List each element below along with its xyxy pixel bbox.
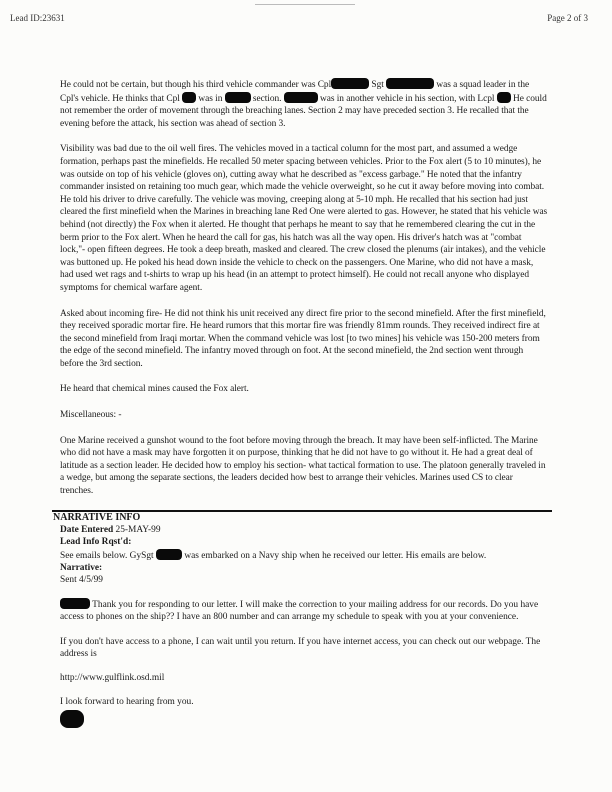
paragraph-visibility: Visibility was bad due to the oil well fires. The vehicles moved in a tactical column for the most part, and assumed a wedge formation, perhaps past the minefields. He recalled 50 meter spacing between vehicles. Prior to the Fox alert (5 to 10 minutes), he was outside on top of his vehicle (gloves on), cutting away what he described as "excess garbage." He noted that the infantry commander insisted on retaining too much gear, which made the vehicle overweight, so he cut it away before moving into combat. He told his driver to drive carefully. The vehicle was moving, creeping along at 5-10 mph. He recalled that his section had just cleared the first minefield when the Marines in breaching lane Red One were alerted to gas. However, he stated that his vehicle was behind (not directly) the Fox when it alerted. He thought that perhaps he meant to say that he remembered clearing the cut in the berm prior to the Fox alert. When he heard the call for gas, his hatch was all the way open. His driver's hatch was at "combat lock,"- open fifteen degrees. He took a deep breath, masked and cleared. The crew closed the plenums (air intakes), and the vehicle was buttoned up. He poked his head down inside the vehicle to check on the passengers. One Marine, who did not have a mask, had used wet rags and t-shirts to wrap up his head (in an attempt to protect himself). He could not recall anyone who displayed symptoms for chemical warfare agent.	[60, 144, 548, 293]
lead-id: Lead ID:23631	[10, 13, 65, 23]
email-paragraph-3: I look forward to hearing from you.	[60, 697, 194, 708]
sent-date: Sent 4/5/99	[60, 575, 103, 586]
webpage-url[interactable]: http://www.gulflink.osd.mil	[60, 673, 165, 684]
p1-text-3: was a squad leader in the Cpl's vehicle. He thinks that Cpl	[60, 80, 530, 104]
p1-text-6: was in another vehicle in his section, with Lcpl	[317, 93, 497, 104]
lead-info-text	[60, 549, 548, 562]
paragraph-gunshot: One Marine received a gunshot wound to the foot before moving through the breach. It may have been self-inflicted. The Marine who did not have a mask may have forgotten it on purpose, thinking that he did not have to go without it. He had a great deal of latitude as a section leader. He decided how to employ his section- what tactical formation to use. The platoon generally traveled in a wedge, but among the separate sections, the leaders decided how best to arrange their vehicles. Marines used CS to clear trenches.	[60, 435, 546, 497]
interview-body	[60, 78, 548, 511]
lead-info-text-2: was embarked on a Navy ship when he received our letter. His emails are below.	[182, 550, 487, 561]
top-scan-line	[255, 4, 355, 5]
paragraph-units	[60, 78, 548, 130]
redaction	[284, 92, 318, 103]
signature-redaction	[60, 710, 84, 728]
redaction	[225, 92, 251, 103]
paragraph-miscellaneous: Miscellaneous: -	[60, 410, 122, 421]
redaction	[331, 78, 369, 89]
p1-text-5: section.	[250, 93, 284, 104]
date-entered-label: Date Entered	[60, 525, 114, 536]
lead-info-text-1: See emails below. GySgt	[60, 550, 156, 561]
p1-text-2: Sgt	[369, 80, 387, 90]
email-paragraph-1-text: Thank you for responding to our letter. I will make the correction to your mailing address for our records. Do you have access to phones on the ship?? I have an 800 number and can arrange my schedule to speak with you at your convenience.	[60, 600, 539, 623]
p1-text-4: was in	[196, 93, 225, 104]
redaction	[60, 598, 90, 609]
paragraph-incoming-fire: Asked about incoming fire- He did not think his unit received any direct fire prior to the second minefield. After the first minefield, they received sporadic mortar fire. He heard rumors that this mortar fire was friendly 81mm rounds. They received indirect fire at the second minefield from Iraqi mortar. When the command vehicle was lost [to two mines] his vehicle was 150-200 meters from the edge of the second minefield. The infantry moved through on foot. At the second minefield, the 2nd section went through before the 3rd section.	[60, 308, 546, 369]
paragraph-chemical-mines: He heard that chemical mines caused the Fox alert.	[60, 384, 249, 395]
lead-info-label: Lead Info Rqst'd:	[60, 537, 132, 548]
p1-text-7: He could not remember the order of movement through the breaching lanes. Section 2 may have preceded section 3. He recalled that the evening before the attack, his section was ahead of section 3.	[60, 93, 547, 129]
redaction	[156, 549, 182, 560]
p1-text-1: He could not be certain, but though his third vehicle commander was Cpl	[60, 80, 332, 90]
date-entered-row	[60, 524, 548, 536]
date-entered-value: 25-MAY-99	[113, 525, 161, 536]
narrative-label: Narrative:	[60, 562, 103, 573]
email-paragraph-2: If you don't have access to a phone, I can wait until you return. If you have internet access, you can check out our webpage. The address is	[60, 636, 541, 659]
redaction	[386, 78, 434, 89]
email-paragraph-1	[60, 598, 548, 623]
page-number: Page 2 of 3	[547, 13, 588, 23]
narrative-title: NARRATIVE INFO	[53, 512, 141, 523]
redaction	[497, 92, 511, 103]
redaction	[182, 92, 196, 103]
narrative-info	[53, 512, 548, 728]
